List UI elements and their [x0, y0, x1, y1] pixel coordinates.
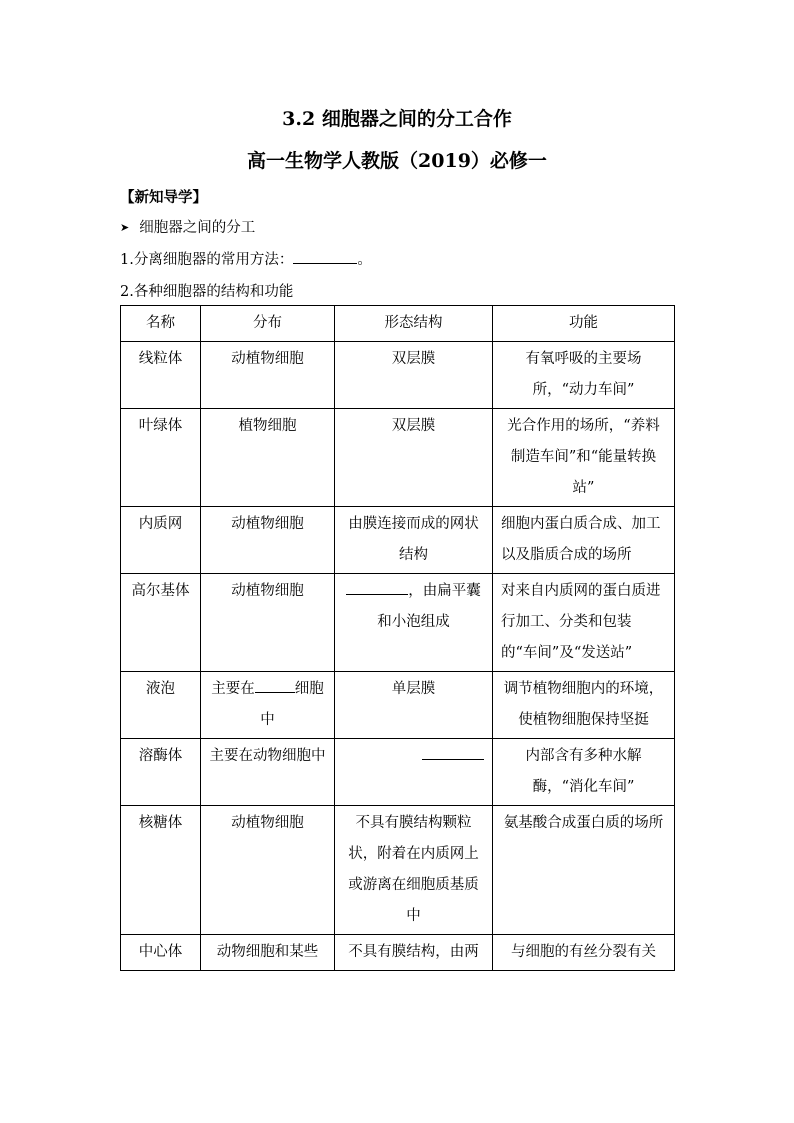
page-subtitle: 高一生物学人教版（2019）必修一 — [247, 150, 547, 172]
fill-blank[interactable] — [293, 248, 357, 264]
cell-function: 光合作用的场所，“养料制造车间”和“能量转换站” — [493, 409, 675, 507]
section-heading: 【新知导学】 — [120, 189, 207, 206]
table-row — [121, 507, 675, 574]
bullet-text: 细胞器之间的分工 — [139, 220, 256, 236]
cell-distribution: 动植物细胞 — [201, 507, 335, 574]
cell-name: 液泡 — [121, 672, 201, 739]
question-2: 2.各种细胞器的结构和功能 — [120, 284, 294, 300]
cell-structure: 不具有膜结构颗粒状，附着在内质网上或游离在细胞质基质中 — [335, 806, 493, 935]
cell-structure: 不具有膜结构，由两 — [335, 935, 493, 971]
cell-function: 细胞内蛋白质合成、加工以及脂质合成的场所 — [493, 507, 675, 574]
table-row — [121, 409, 675, 507]
cell-structure: 由膜连接而成的网状结构 — [335, 507, 493, 574]
question-1-suffix: 。 — [357, 252, 372, 268]
cell-name: 高尔基体 — [121, 574, 201, 672]
cell-structure: 双层膜 — [335, 409, 493, 507]
cell-structure — [335, 739, 493, 806]
cell-structure — [335, 574, 493, 672]
cell-structure: 单层膜 — [335, 672, 493, 739]
cell-distribution: 动物细胞和某些 — [201, 935, 335, 971]
organelle-table — [120, 305, 675, 971]
cell-function: 内部含有多种水解酶，“消化车间” — [493, 739, 675, 806]
arrow-bullet-icon: ➤ — [120, 221, 130, 234]
cell-distribution: 植物细胞 — [201, 409, 335, 507]
table-row — [121, 672, 675, 739]
cell-name: 核糖体 — [121, 806, 201, 935]
cell-distribution: 动植物细胞 — [201, 806, 335, 935]
table-header-row — [121, 306, 675, 342]
cell-function: 对来自内质网的蛋白质进行加工、分类和包装的“车间”及“发送站” — [493, 574, 675, 672]
cell-function: 与细胞的有丝分裂有关 — [493, 935, 675, 971]
fill-blank[interactable] — [422, 741, 484, 760]
cell-name: 中心体 — [121, 935, 201, 971]
page-title: 3.2 细胞器之间的分工合作 — [282, 108, 512, 130]
cell-distribution-prefix: 主要在 — [211, 681, 255, 697]
cell-name: 溶酶体 — [121, 739, 201, 806]
table-row — [121, 574, 675, 672]
fill-blank[interactable] — [255, 674, 295, 693]
cell-name: 叶绿体 — [121, 409, 201, 507]
cell-distribution: 动植物细胞 — [201, 574, 335, 672]
table-row — [121, 342, 675, 409]
cell-distribution-suffix: 细胞中 — [260, 681, 324, 728]
cell-function: 氨基酸合成蛋白质的场所 — [493, 806, 675, 935]
bullet-line — [120, 216, 255, 237]
cell-function: 调节植物细胞内的环境，使植物细胞保持坚挺 — [493, 672, 675, 739]
fill-blank[interactable] — [346, 576, 408, 595]
table-row — [121, 935, 675, 971]
question-1 — [120, 248, 372, 269]
cell-distribution: 动植物细胞 — [201, 342, 335, 409]
cell-structure: 双层膜 — [335, 342, 493, 409]
header-name: 名称 — [121, 306, 201, 342]
cell-name: 内质网 — [121, 507, 201, 574]
cell-name: 线粒体 — [121, 342, 201, 409]
cell-distribution: 主要在动物细胞中 — [201, 739, 335, 806]
cell-function: 有氧呼吸的主要场所，“动力车间” — [493, 342, 675, 409]
table-row — [121, 806, 675, 935]
cell-distribution — [201, 672, 335, 739]
header-function: 功能 — [493, 306, 675, 342]
table-row — [121, 739, 675, 806]
cell-structure-text: ，由扁平囊和小泡组成 — [377, 583, 481, 630]
question-1-prefix: 1.分离细胞器的常用方法： — [120, 252, 294, 268]
header-structure: 形态结构 — [335, 306, 493, 342]
header-distribution: 分布 — [201, 306, 335, 342]
